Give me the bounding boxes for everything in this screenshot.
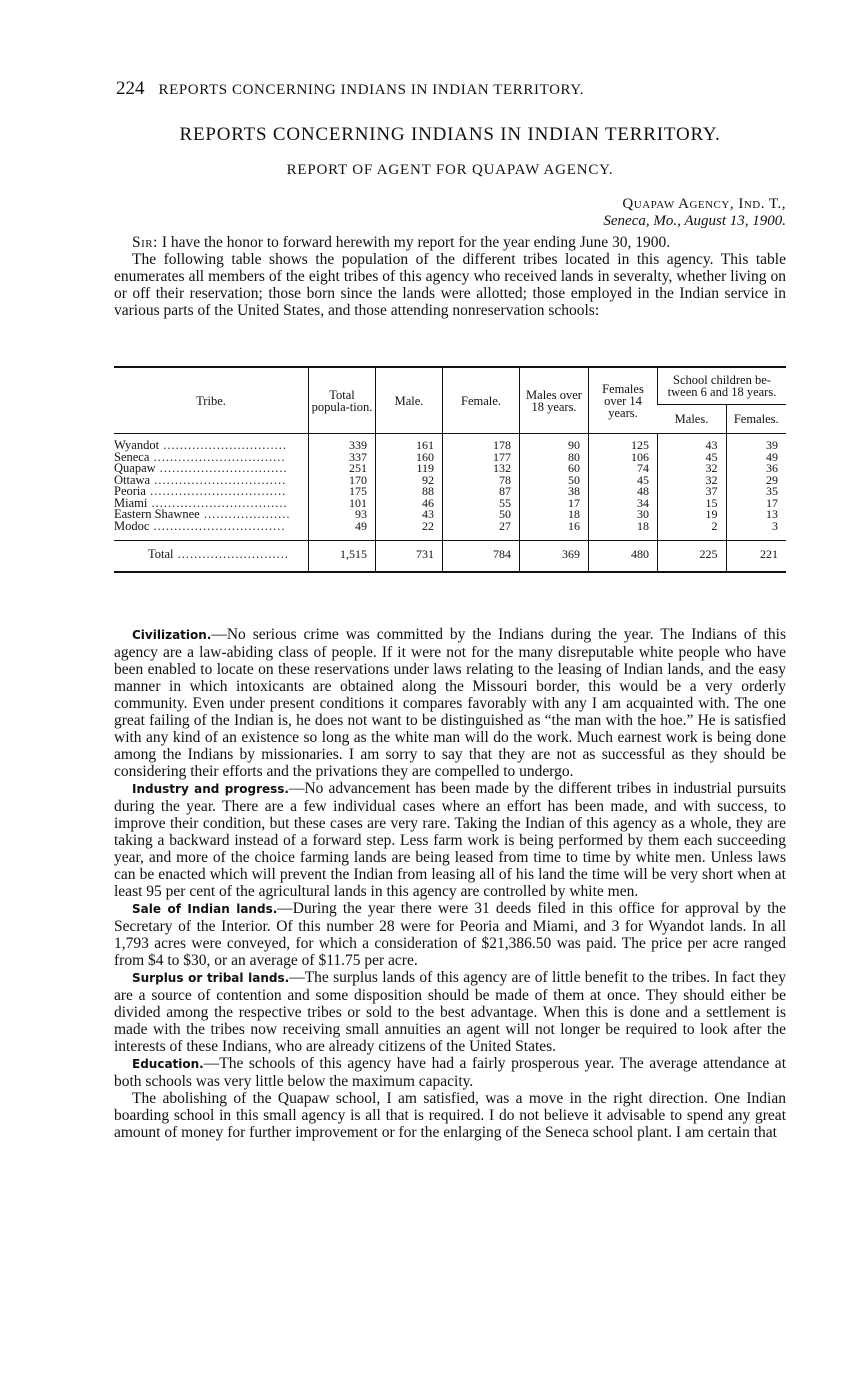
- females-over-14-cell: 125: [589, 434, 658, 452]
- header-school-females: Females.: [726, 405, 786, 434]
- total-total-cell: 1,515: [309, 541, 376, 572]
- industry-heading: Industry and progress.: [132, 782, 289, 796]
- tribe-cell: [114, 518, 309, 541]
- intro-paragraph-1: [114, 234, 786, 251]
- school-males-cell: 15: [658, 498, 727, 510]
- table-row: [114, 434, 786, 452]
- total-female-cell: 784: [443, 541, 520, 572]
- sale-heading: Sale of Indian lands.: [132, 902, 278, 916]
- school-females-cell: 17: [726, 498, 786, 510]
- male-cell: 88: [376, 486, 443, 498]
- males-over-18-cell: 50: [520, 475, 589, 487]
- civilization-text: —No serious crime was committed by the Indians during the year. The Indians of this agency are a law-abiding class of people. If it were not for the many disreputable white people who have been enabled to locate on these reservations under laws relating to the leasing of Indian lands, and the easy manner in which intoxicants are obtained along the Missouri border, this would be a very orderly community. Even under present conditions it compares favorably with any I am acquainted with. The one great failing of the Indian is, he does not want to be distinguished as “the man with the hoe.” He is satisfied with any kind of an existence so long as the white man will do the work. Much earnest work is being done among the Indians by missionaries. I am sorry to say that they are not as successful as they should be considering their efforts and the privations they are compelled to undergo.: [114, 626, 786, 780]
- female-cell: 55: [443, 498, 520, 510]
- dateline-date: Seneca, Mo., August 13, 1900.: [603, 213, 786, 229]
- leader-dots: .................................: [145, 484, 287, 498]
- males-over-18-cell: 60: [520, 463, 589, 475]
- males-over-18-cell: 80: [520, 452, 589, 464]
- education-text: —The schools of this agency have had a fairly prosperous year. The average attendance at both schools was very little below the maximum capacity.: [114, 1055, 786, 1090]
- leader-dots: ...........................: [173, 547, 290, 561]
- header-female: Female.: [443, 367, 520, 434]
- total-male-cell: 731: [376, 541, 443, 572]
- tribe-name: Peoria: [114, 484, 146, 498]
- running-head-text: REPORTS CONCERNING INDIANS IN INDIAN TERRITORY.: [158, 82, 585, 98]
- males-over-18-cell: 90: [520, 434, 589, 452]
- tribe-name: Eastern Shawnee: [114, 507, 200, 521]
- females-over-14-cell: 34: [589, 498, 658, 510]
- school-males-cell: 45: [658, 452, 727, 464]
- females-over-14-cell: 74: [589, 463, 658, 475]
- males-over-18-cell: 38: [520, 486, 589, 498]
- leader-dots: ................................: [149, 449, 286, 464]
- report-subtitle: REPORT OF AGENT FOR QUAPAW AGENCY.: [286, 162, 614, 178]
- total-cell: 101: [309, 498, 376, 510]
- header-tribe: Tribe.: [114, 367, 309, 434]
- report-body: [114, 626, 786, 1141]
- male-cell: 43: [376, 509, 443, 521]
- males-over-18-cell: 18: [520, 509, 589, 521]
- industry-text: —No advancement has been made by the different tribes in industrial pursuits during the year. There are a few individual cases where an effort has been made, and with success, to improve their condition, but these cases are very rare. Taking the Indian of this agency as a whole, they are taking a backward instead of a forward step. Less farm work is being performed by them each succeeding year, and more of the choice farming lands are being leased from time to time by white men. Unless laws can be enacted which will prevent the Indian from leasing all of his land the time will be very short when at least 95 per cent of the agricultural lands in this agency are controlled by white men.: [114, 780, 786, 900]
- sale-text: —During the year there were 31 deeds filed in this office for approval by the Secretary of the Interior. Of this number 28 were for Peoria and Miami, and 3 for Wyandot lands. In all 1,793 acres were conveyed, for which a consideration of $21,386.50 was paid. The price per acre ranged from $4 to $30, or an average of $11.75 per acre.: [114, 900, 787, 969]
- female-cell: 78: [443, 475, 520, 487]
- leader-dots: ..............................: [159, 438, 287, 452]
- population-table: [114, 366, 786, 573]
- school-females-cell: 36: [726, 463, 786, 475]
- total-males-over-18-cell: 369: [520, 541, 589, 572]
- leader-dots: ...............................: [155, 461, 288, 475]
- school-females-cell: 3: [726, 521, 786, 541]
- surplus-text: —The surplus lands of this agency are of little benefit to the tribes. In fact they are a source of contention and some disposition should be made of them at once. They should either be divided among the respective tribes or sold to the best advantage. When this is done and a settlement is made with the tribes now receiving small annuities an agent will not longer be required to look after the interests of these Indians, who are already citizens of the United States.: [114, 969, 786, 1055]
- civilization-heading: Civilization.: [132, 628, 212, 642]
- school-females-cell: 35: [726, 486, 786, 498]
- education-heading: Education.: [132, 1057, 204, 1071]
- leader-dots: .................................: [147, 495, 288, 510]
- school-females-cell: 29: [726, 475, 786, 487]
- intro-paragraph-2: The following table shows the population of the different tribes located in this agency. This table enumerates all members of the eight tribes of this agency who received lands in severalty, whether living on or off their reservation; those born since the lands were allotted; those employed in the Indian service in various parts of the United States, and those attending nonreservation schools:: [114, 251, 786, 319]
- tribe-name: Wyandot: [114, 438, 160, 452]
- females-over-14-cell: 48: [589, 486, 658, 498]
- header-females-over-14: Females over 14 years.: [589, 367, 658, 434]
- male-cell: 161: [376, 434, 443, 452]
- education-paragraph: [114, 1055, 786, 1090]
- tribe-name: Miami: [114, 495, 148, 510]
- total-school-females-cell: 221: [726, 541, 786, 572]
- male-cell: 22: [376, 521, 443, 541]
- running-head: [116, 78, 756, 100]
- females-over-14-cell: 30: [589, 509, 658, 521]
- school-males-cell: 19: [658, 509, 727, 521]
- intro-p1-text: I have the honor to forward herewith my report for the year ending June 30, 1900.: [157, 234, 671, 251]
- total-label-cell: [114, 541, 309, 572]
- school-males-cell: 32: [658, 475, 727, 487]
- intro-text: [114, 234, 786, 319]
- document-title: REPORTS CONCERNING INDIANS IN INDIAN TERRITORY.: [179, 124, 721, 145]
- closing-paragraph: The abolishing of the Quapaw school, I am satisfied, was a move in the right direction. One Indian boarding school in this small agency is all that is required. I do not believe it advisable to spend any great amount of money for further improvement or for the enlarging of the Seneca school plant. I am certain that: [114, 1090, 786, 1141]
- leader-dots: ................................: [150, 472, 287, 487]
- male-cell: 46: [376, 498, 443, 510]
- header-school-males: Males.: [658, 405, 727, 434]
- total-label: Total: [148, 547, 174, 561]
- total-cell: 175: [309, 486, 376, 498]
- school-males-cell: 43: [658, 434, 727, 452]
- leader-dots: ................................: [149, 518, 286, 533]
- table-body: [114, 434, 786, 572]
- total-cell: 251: [309, 463, 376, 475]
- total-school-males-cell: 225: [658, 541, 727, 572]
- table-row: [114, 521, 786, 541]
- surplus-heading: Surplus or tribal lands.: [132, 971, 290, 985]
- total-cell: 93: [309, 509, 376, 521]
- industry-paragraph: [114, 780, 786, 900]
- female-cell: 132: [443, 463, 520, 475]
- total-row: [114, 541, 786, 572]
- tribe-name: Seneca: [114, 449, 150, 464]
- total-females-over-14-cell: 480: [589, 541, 658, 572]
- header-total: Total popula-tion.: [309, 367, 376, 434]
- females-over-14-cell: 18: [589, 521, 658, 541]
- school-males-cell: 2: [658, 521, 727, 541]
- male-cell: 160: [376, 452, 443, 464]
- population-table-wrap: [114, 366, 786, 610]
- female-cell: 87: [443, 486, 520, 498]
- males-over-18-cell: 17: [520, 498, 589, 510]
- tribe-name: Modoc: [114, 518, 150, 533]
- dateline: [603, 196, 786, 230]
- total-cell: 170: [309, 475, 376, 487]
- females-over-14-cell: 45: [589, 475, 658, 487]
- school-females-cell: 13: [726, 509, 786, 521]
- school-males-cell: 32: [658, 463, 727, 475]
- male-cell: 92: [376, 475, 443, 487]
- school-females-cell: 49: [726, 452, 786, 464]
- tribe-name: Ottawa: [114, 472, 151, 487]
- header-male: Male.: [376, 367, 443, 434]
- total-cell: 49: [309, 521, 376, 541]
- header-school-children: School children be-tween 6 and 18 years.: [658, 367, 787, 405]
- males-over-18-cell: 16: [520, 521, 589, 541]
- header-males-over-18: Males over 18 years.: [520, 367, 589, 434]
- female-cell: 27: [443, 521, 520, 541]
- female-cell: 50: [443, 509, 520, 521]
- dateline-agency: Quapaw Agency, Ind. T.,: [622, 196, 786, 212]
- page-number: 224: [116, 78, 145, 99]
- female-cell: 178: [443, 434, 520, 452]
- surplus-paragraph: [114, 969, 786, 1055]
- total-cell: 339: [309, 434, 376, 452]
- females-over-14-cell: 106: [589, 452, 658, 464]
- total-cell: 337: [309, 452, 376, 464]
- tribe-name: Quapaw: [114, 461, 156, 475]
- male-cell: 119: [376, 463, 443, 475]
- school-males-cell: 37: [658, 486, 727, 498]
- leader-dots: .....................: [199, 507, 291, 521]
- civilization-paragraph: [114, 626, 786, 780]
- salutation: Sir:: [132, 234, 158, 251]
- school-females-cell: 39: [726, 434, 786, 452]
- female-cell: 177: [443, 452, 520, 464]
- sale-paragraph: [114, 900, 786, 969]
